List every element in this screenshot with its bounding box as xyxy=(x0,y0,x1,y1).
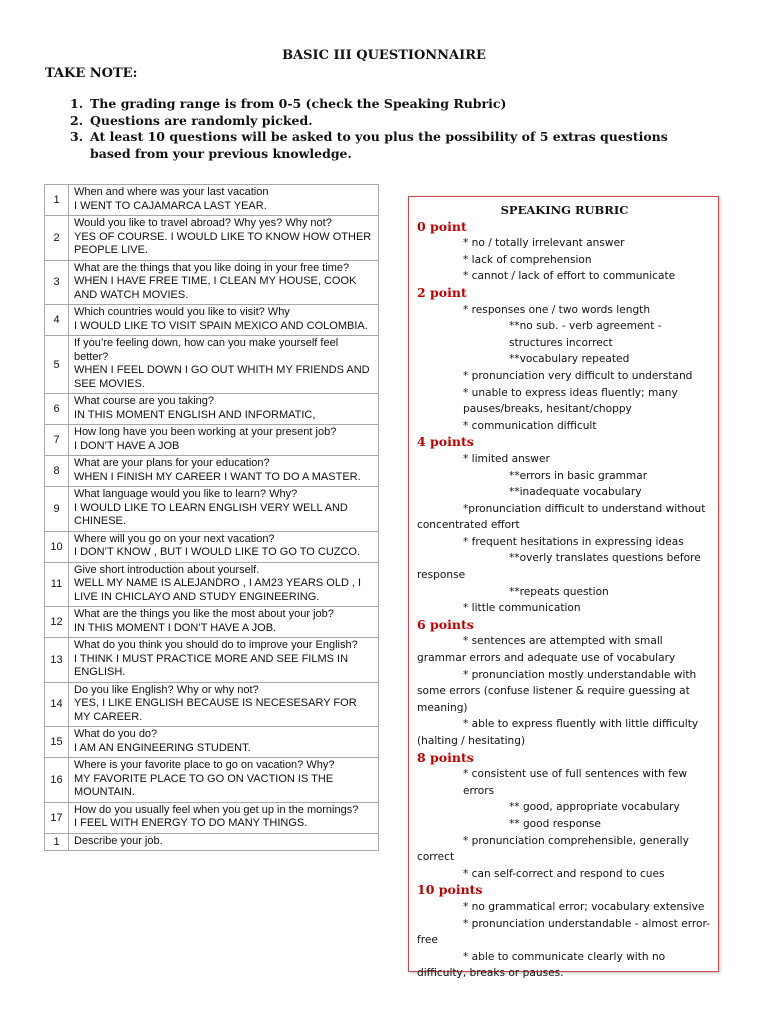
rubric-criterion: * pronunciation comprehensible, generally correct xyxy=(417,834,689,864)
question-text: Which countries would you like to visit? Why xyxy=(74,306,290,318)
question-cell xyxy=(69,456,379,487)
rubric-criterion: * pronunciation very difficult to understand xyxy=(463,369,693,382)
question-text: Give short introduction about yourself. xyxy=(74,563,260,576)
question-number: 5 xyxy=(45,336,69,394)
rubric-criterion: * no / totally irrelevant answer xyxy=(463,237,625,250)
question-cell xyxy=(69,758,379,803)
question-number: 1 xyxy=(45,833,69,851)
table-row xyxy=(45,682,379,727)
rubric-criterion: * sentences are attempted with small grammar errors and adequate use of vocabulary xyxy=(417,635,676,665)
question-number: 12 xyxy=(45,607,69,638)
question-text: If you’re feeling down, how can you make yourself feel better? xyxy=(74,337,339,363)
rule-number: 3. xyxy=(70,129,84,144)
answer-text: I AM AN ENGINEERING STUDENT. xyxy=(74,741,251,754)
question-cell xyxy=(69,802,379,833)
rule-item xyxy=(70,129,710,162)
rubric-criterion: ** good, appropriate vocabulary xyxy=(509,801,680,814)
question-number: 4 xyxy=(45,305,69,336)
table-row xyxy=(45,305,379,336)
question-text: Describe your job. xyxy=(74,834,163,847)
answer-text: I DON’T HAVE A JOB xyxy=(74,439,180,452)
question-text: Where is your favorite place to go on vacation? Why? xyxy=(74,759,335,771)
answer-text: I THINK I MUST PRACTICE MORE AND SEE FILMS IN ENGLISH. xyxy=(74,652,349,678)
answer-text: I DON’T KNOW , BUT I WOULD LIKE TO GO TO CUZCO. xyxy=(74,546,361,558)
answer-text: WHEN I HAVE FREE TIME, I CLEAN MY HOUSE, COOK AND WATCH MOVIES. xyxy=(74,275,357,301)
question-cell xyxy=(69,487,379,532)
question-text: What are your plans for your education? xyxy=(74,457,270,469)
answer-text: I WENT TO CAJAMARCA LAST YEAR. xyxy=(74,199,267,212)
question-text: How do you usually feel when you get up in the mornings? xyxy=(74,803,359,816)
answer-text: YES OF COURSE. I WOULD LIKE TO KNOW HOW OTHER PEOPLE LIVE. xyxy=(74,230,372,256)
rubric-criterion: * little communication xyxy=(463,602,581,615)
question-text: How long have you been working at your present job? xyxy=(74,426,337,438)
table-row xyxy=(45,758,379,803)
speaking-rubric-box xyxy=(408,196,719,980)
question-number: 10 xyxy=(45,531,69,562)
rubric-level-heading: 6 points xyxy=(417,616,474,632)
table-row xyxy=(45,638,379,683)
rubric-criterion: *pronunciation difficult to understand without concentrated effort xyxy=(417,502,706,532)
questions-table xyxy=(44,184,379,851)
rubric-criterion: * pronunciation mostly understandable with some errors (confuse listener & require guessing at meaning) xyxy=(417,668,697,714)
rubric-level-heading: 8 points xyxy=(417,749,474,765)
question-cell xyxy=(69,607,379,638)
rubric-criterion: * consistent use of full sentences with few errors xyxy=(463,768,688,797)
question-cell xyxy=(69,394,379,425)
question-number: 15 xyxy=(45,727,69,758)
answer-text: I WOULD LIKE TO LEARN ENGLISH VERY WELL AND CHINESE. xyxy=(74,501,348,527)
rubric-criterion: * can self-correct and respond to cues xyxy=(463,867,665,880)
rubric-title: SPEAKING RUBRIC xyxy=(500,203,629,217)
rubric-criterion: **inadequate vocabulary xyxy=(509,486,642,499)
question-text: What course are you taking? xyxy=(74,395,215,407)
rule-number: 1. xyxy=(70,96,84,111)
question-cell xyxy=(69,336,379,394)
question-number: 2 xyxy=(45,216,69,261)
question-cell xyxy=(69,833,379,851)
rubric-criterion: * able to communicate clearly with no difficulty, breaks or pauses. xyxy=(417,950,666,980)
rubric-level-heading: 4 points xyxy=(417,434,474,450)
question-number: 16 xyxy=(45,758,69,803)
rubric-criterion: * communication difficult xyxy=(463,419,597,432)
rubric-criterion: * pronunciation understandable - almost error-free xyxy=(417,917,710,947)
rubric-criterion: * responses one / two words length xyxy=(463,303,651,316)
rule-item xyxy=(70,96,710,113)
question-cell xyxy=(69,531,379,562)
rubric-criterion: * cannot / lack of effort to communicate xyxy=(463,270,676,283)
rule-text: Questions are randomly picked. xyxy=(90,112,313,128)
question-number: 17 xyxy=(45,802,69,833)
rubric-criterion: * able to express fluently with little difficulty (halting / hesitating) xyxy=(417,718,699,747)
question-cell xyxy=(69,562,379,607)
rubric-criterion: * frequent hesitations in expressing ideas xyxy=(463,535,684,548)
table-row xyxy=(45,456,379,487)
table-row xyxy=(45,562,379,607)
rubric-criterion: **no sub. - verb agreement - structures incorrect xyxy=(509,320,662,349)
answer-text: IN THIS MOMENT I DON’T HAVE A JOB. xyxy=(74,621,277,634)
answer-text: YES, I LIKE ENGLISH BECAUSE IS NECESESARY FOR MY CAREER. xyxy=(74,697,357,723)
table-row xyxy=(45,216,379,261)
table-row xyxy=(45,607,379,638)
rubric-criterion: * unable to express ideas fluently; many pauses/breaks, hesitant/choppy xyxy=(463,386,678,416)
rubric-criterion: **vocabulary repeated xyxy=(509,353,630,366)
answer-text: I FEEL WITH ENERGY TO DO MANY THINGS. xyxy=(74,817,308,829)
table-row xyxy=(45,833,379,851)
question-text: What do you do? xyxy=(74,728,158,740)
table-row xyxy=(45,260,379,305)
rubric-level-heading: 2 point xyxy=(417,284,467,300)
question-number: 6 xyxy=(45,394,69,425)
question-cell xyxy=(69,638,379,683)
question-text: Where will you go on your next vacation? xyxy=(74,532,275,545)
take-note-heading: TAKE NOTE: xyxy=(45,66,138,81)
question-number: 11 xyxy=(45,562,69,607)
table-row xyxy=(45,727,379,758)
question-cell xyxy=(69,216,379,261)
question-text: Do you like English? Why or why not? xyxy=(74,683,259,696)
question-text: What language would you like to learn? Why? xyxy=(74,488,298,500)
answer-text: WHEN I FEEL DOWN I GO OUT WHITH MY FRIENDS AND SEE MOVIES. xyxy=(74,364,370,390)
question-cell xyxy=(69,682,379,727)
question-cell xyxy=(69,260,379,305)
rules-list xyxy=(70,96,710,162)
question-number: 3 xyxy=(45,260,69,305)
question-number: 9 xyxy=(45,487,69,532)
question-number: 14 xyxy=(45,682,69,727)
rule-number: 2. xyxy=(70,112,84,128)
question-cell xyxy=(69,305,379,336)
rubric-criterion: **errors in basic grammar xyxy=(509,469,648,482)
page-title: BASIC III QUESTIONNAIRE xyxy=(282,48,486,63)
question-cell xyxy=(69,425,379,456)
rubric-criterion: * no grammatical error; vocabulary extensive xyxy=(463,900,705,913)
table-row xyxy=(45,802,379,833)
question-cell xyxy=(69,185,379,216)
rubric-criterion: ** good response xyxy=(509,817,601,830)
question-number: 7 xyxy=(45,425,69,456)
table-row xyxy=(45,185,379,216)
answer-text: WHEN I FINISH MY CAREER I WANT TO DO A MASTER. xyxy=(74,470,361,483)
rule-text: At least 10 questions will be asked to you plus the possibility of 5 extras questions based from your previous knowledge. xyxy=(90,129,668,161)
rubric-criterion: **repeats question xyxy=(509,585,609,598)
table-row xyxy=(45,487,379,532)
answer-text: WELL MY NAME IS ALEJANDRO , I AM23 YEARS OLD , I LIVE IN CHICLAYO AND STUDY ENGINEERING. xyxy=(74,577,362,603)
rubric-level-heading: 0 point xyxy=(417,218,467,234)
answer-text: I WOULD LIKE TO VISIT SPAIN MEXICO AND COLOMBIA. xyxy=(74,319,368,332)
answer-text: IN THIS MOMENT ENGLISH AND INFORMATIC, xyxy=(74,408,316,421)
question-text: When and where was your last vacation xyxy=(74,186,269,198)
table-row xyxy=(45,531,379,562)
rule-text: The grading range is from 0-5 (check the Speaking Rubric) xyxy=(90,96,507,111)
table-row xyxy=(45,394,379,425)
rubric-criterion: * limited answer xyxy=(463,452,550,465)
rubric-level-heading: 10 points xyxy=(417,882,483,898)
question-number: 8 xyxy=(45,456,69,487)
table-row xyxy=(45,425,379,456)
question-text: What are the things you like the most about your job? xyxy=(74,608,334,620)
question-text: What are the things that you like doing in your free time? xyxy=(74,261,350,274)
rubric-criterion: **overly translates questions before response xyxy=(417,552,701,582)
question-number: 13 xyxy=(45,638,69,683)
question-text: Would you like to travel abroad? Why yes? Why not? xyxy=(74,217,332,229)
question-cell xyxy=(69,727,379,758)
answer-text: MY FAVORITE PLACE TO GO ON VACTION IS THE MOUNTAIN. xyxy=(74,772,334,798)
table-row xyxy=(45,336,379,394)
rubric-criterion: * lack of comprehension xyxy=(463,253,592,266)
question-text: What do you think you should do to improve your English? xyxy=(74,639,358,651)
rule-item xyxy=(70,113,710,130)
rubric-levels xyxy=(417,219,712,982)
question-number: 1 xyxy=(45,185,69,216)
